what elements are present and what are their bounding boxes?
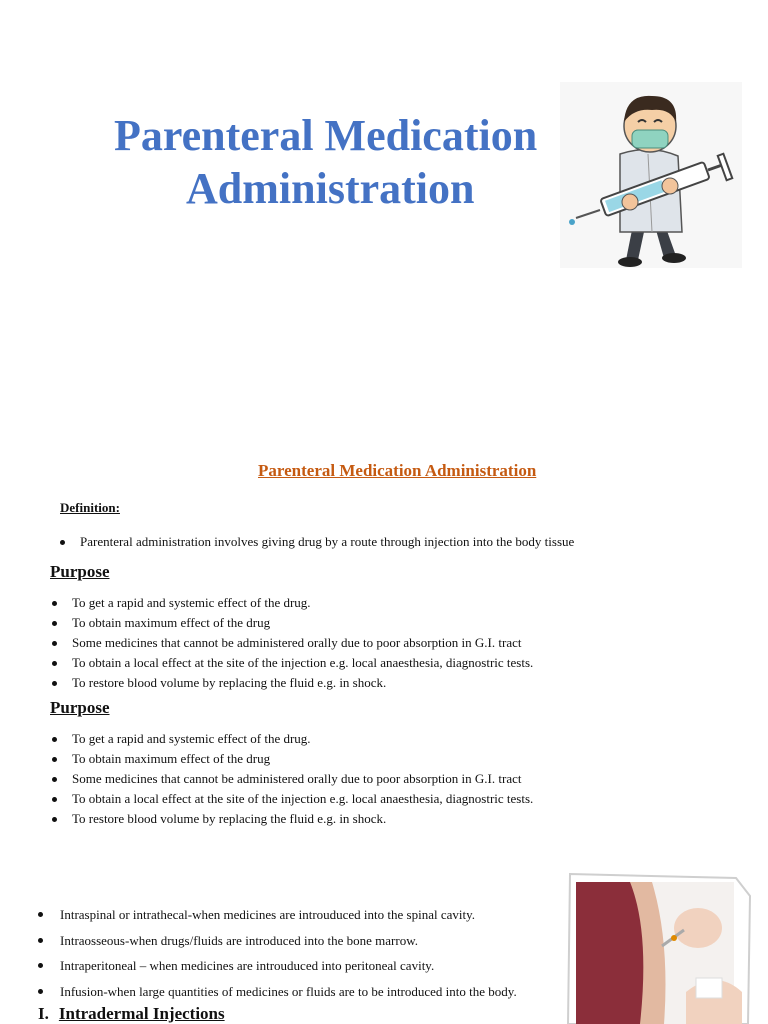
list-item: To obtain maximum effect of the drug xyxy=(72,613,533,633)
list-item: Intraosseous-when drugs/fluids are introduced into the bone marrow. xyxy=(60,928,517,954)
injection-photo xyxy=(566,872,752,1024)
document-title-line-1: Parenteral Medication xyxy=(114,111,538,160)
list-item: To get a rapid and systemic effect of the drug. xyxy=(72,593,533,613)
doctor-with-syringe-illustration xyxy=(560,82,742,268)
heading-label: Intradermal Injections xyxy=(58,1004,225,1023)
definition-label: Definition: xyxy=(60,500,120,515)
list-item: Parenteral administration involves giving drug by a route through injection into the body tissue xyxy=(80,532,574,552)
purpose-list xyxy=(72,729,533,829)
list-item: To get a rapid and systemic effect of the drug. xyxy=(72,729,533,749)
list-item: To obtain a local effect at the site of the injection e.g. local anaesthesia, diagnostric tests. xyxy=(72,653,533,673)
section-title: Parenteral Medication Administration xyxy=(258,461,537,480)
routes-list xyxy=(60,902,517,1005)
definition-list xyxy=(80,532,574,552)
list-item: To obtain maximum effect of the drug xyxy=(72,749,533,769)
list-item: To restore blood volume by replacing the fluid e.g. in shock. xyxy=(72,809,533,829)
purpose-list xyxy=(72,593,533,693)
list-item: Intraperitoneal – when medicines are introuduced into peritoneal cavity. xyxy=(60,953,517,979)
list-item: Some medicines that cannot be administered orally due to poor absorption in G.I. tract xyxy=(72,769,533,789)
list-item: Infusion-when large quantities of medicines or fluids are to be introduced into the body. xyxy=(60,979,517,1005)
heading-number: I. xyxy=(38,1004,49,1023)
purpose-heading: Purpose xyxy=(50,698,110,717)
face-mask-icon xyxy=(632,130,668,148)
list-item: Intraspinal or intrathecal-when medicines are introuduced into the spinal cavity. xyxy=(60,902,517,928)
section-heading-intradermal xyxy=(38,1004,225,1024)
document-title-line-2: Administration xyxy=(186,164,475,213)
purpose-heading: Purpose xyxy=(50,562,110,581)
list-item: Some medicines that cannot be administered orally due to poor absorption in G.I. tract xyxy=(72,633,533,653)
list-item: To restore blood volume by replacing the fluid e.g. in shock. xyxy=(72,673,533,693)
list-item: To obtain a local effect at the site of the injection e.g. local anaesthesia, diagnostric tests. xyxy=(72,789,533,809)
